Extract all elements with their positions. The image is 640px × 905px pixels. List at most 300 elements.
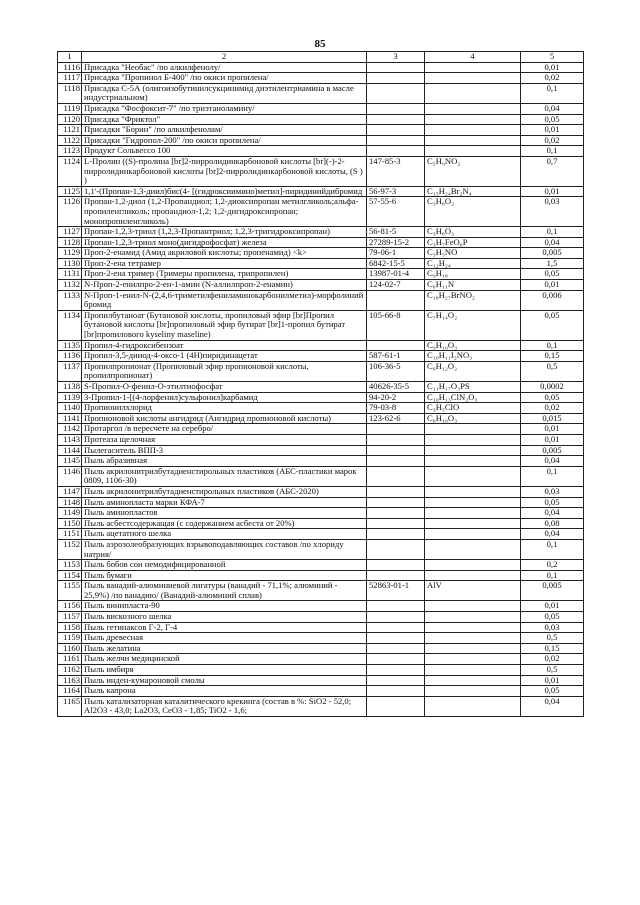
chemical-formula bbox=[425, 560, 521, 571]
limit-value: 0,01 bbox=[521, 434, 584, 445]
limit-value: 0,01 bbox=[521, 62, 584, 73]
substance-name: Пропионовой кислоты ангидрид (Ангидрид пропионовой кислоты) bbox=[82, 413, 367, 424]
limit-value: 0,1 bbox=[521, 570, 584, 581]
substance-name: Присадка "Фриктол" bbox=[82, 114, 367, 125]
table-row bbox=[58, 382, 584, 393]
chemical-formula bbox=[425, 456, 521, 467]
substance-name: Проп-2-ена тример (Тримеры пропилена, трипропилен) bbox=[82, 269, 367, 280]
table-row bbox=[58, 135, 584, 146]
row-number: 1155 bbox=[58, 581, 82, 601]
limit-value: 0,04 bbox=[521, 103, 584, 114]
cas-number: 6842-15-5 bbox=[367, 258, 425, 269]
substance-name: Проп-2-енамид (Амид акриловой кислоты; пропенамид) <k> bbox=[82, 248, 367, 259]
substance-name: L-Пролин ((S)-пролина [br]2-пирролидинкарбоновой кислоты [br](-)-2-пирролидинкарбоновой кислоты [br]2-пирролидинкарбоновой кислоты, (S ) ) bbox=[82, 156, 367, 186]
limit-value: 0,7 bbox=[521, 156, 584, 186]
cas-number: 106-36-5 bbox=[367, 361, 425, 381]
column-header-4: 4 bbox=[425, 52, 521, 63]
substance-name: Пропан-1,2,3-триол моно(дигидрофосфат) железа bbox=[82, 237, 367, 248]
limit-value: 0,01 bbox=[521, 280, 584, 291]
cas-number bbox=[367, 434, 425, 445]
row-number: 1135 bbox=[58, 340, 82, 351]
chemical-formula: C₉H₁₀O₃ bbox=[425, 340, 521, 351]
cas-number bbox=[367, 62, 425, 73]
cas-number bbox=[367, 135, 425, 146]
cas-number bbox=[367, 686, 425, 697]
chemical-formula bbox=[425, 434, 521, 445]
row-number: 1146 bbox=[58, 466, 82, 486]
substance-name: Присадка "Необас" /по алкилфенолу/ bbox=[82, 62, 367, 73]
table-row bbox=[58, 665, 584, 676]
table-row bbox=[58, 581, 584, 601]
limit-value: 0,05 bbox=[521, 269, 584, 280]
cas-number bbox=[367, 560, 425, 571]
cas-number bbox=[367, 466, 425, 486]
row-number: 1132 bbox=[58, 280, 82, 291]
cas-number bbox=[367, 290, 425, 310]
row-number: 1139 bbox=[58, 392, 82, 403]
row-number: 1143 bbox=[58, 434, 82, 445]
limit-value: 0,02 bbox=[521, 73, 584, 84]
limit-value: 0,1 bbox=[521, 146, 584, 157]
row-number: 1116 bbox=[58, 62, 82, 73]
row-number: 1140 bbox=[58, 403, 82, 414]
cas-number bbox=[367, 665, 425, 676]
chemical-formula: C₆H₁₂O₂ bbox=[425, 361, 521, 381]
cas-number: 79-03-8 bbox=[367, 403, 425, 414]
table-row bbox=[58, 125, 584, 136]
chemical-formula bbox=[425, 445, 521, 456]
table-row bbox=[58, 83, 584, 103]
row-number: 1128 bbox=[58, 237, 82, 248]
cas-number bbox=[367, 424, 425, 435]
cas-number bbox=[367, 486, 425, 497]
substance-name: Пыль капрона bbox=[82, 686, 367, 697]
chemical-formula: C₁₈H₂₇BrNO₂ bbox=[425, 290, 521, 310]
limit-value: 0,05 bbox=[521, 686, 584, 697]
substance-name: Пыль аэрозолеобразующих взрывоподавляющих составов /по хлориду натрия/ bbox=[82, 539, 367, 559]
table-row bbox=[58, 248, 584, 259]
chemical-formula: C₃H₅ClO bbox=[425, 403, 521, 414]
substance-name: Пыль катализаторная каталитического крекинга (состав в %: SiO2 - 52,0; Al2O3 - 43,0; La2O3, CeO3 - 1,85; TiO2 - 1,6; bbox=[82, 696, 367, 716]
row-number: 1127 bbox=[58, 227, 82, 238]
chemical-formula: C₆H₁₁N bbox=[425, 280, 521, 291]
row-number: 1145 bbox=[58, 456, 82, 467]
chemical-formula bbox=[425, 83, 521, 103]
row-number: 1144 bbox=[58, 445, 82, 456]
substance-name: N-Проп-1-енил-N-(2,4,6-триметилфениламинокарбонилметил)-морфолиний бромид bbox=[82, 290, 367, 310]
table-row bbox=[58, 280, 584, 291]
cas-number bbox=[367, 508, 425, 519]
limit-value: 0,1 bbox=[521, 539, 584, 559]
column-header-2: 2 bbox=[82, 52, 367, 63]
table-row bbox=[58, 486, 584, 497]
column-header-3: 3 bbox=[367, 52, 425, 63]
chemical-formula bbox=[425, 654, 521, 665]
limit-value: 0,005 bbox=[521, 445, 584, 456]
table-row bbox=[58, 62, 584, 73]
chemical-formula bbox=[425, 486, 521, 497]
chemical-formula bbox=[425, 125, 521, 136]
chemical-formula: C₉H₁₈ bbox=[425, 269, 521, 280]
table-row bbox=[58, 445, 584, 456]
table-row bbox=[58, 654, 584, 665]
chemical-formula bbox=[425, 696, 521, 716]
table-row bbox=[58, 290, 584, 310]
table-row bbox=[58, 114, 584, 125]
cas-number bbox=[367, 633, 425, 644]
cas-number bbox=[367, 83, 425, 103]
cas-number bbox=[367, 73, 425, 84]
substance-name: Пыль инден-кумароновой смолы bbox=[82, 675, 367, 686]
limit-value: 0,01 bbox=[521, 601, 584, 612]
table-row bbox=[58, 456, 584, 467]
row-number: 1156 bbox=[58, 601, 82, 612]
substance-name: Присадки "Гидропол-200" /по окиси пропилена/ bbox=[82, 135, 367, 146]
table-row bbox=[58, 508, 584, 519]
chemical-formula: AlV bbox=[425, 581, 521, 601]
cas-number: 57-55-6 bbox=[367, 197, 425, 227]
column-header-5: 5 bbox=[521, 52, 584, 63]
table-row bbox=[58, 403, 584, 414]
chemical-formula bbox=[425, 601, 521, 612]
limit-value: 0,1 bbox=[521, 227, 584, 238]
cas-number: 124-02-7 bbox=[367, 280, 425, 291]
substance-name: Продукт Сольвессо 100 bbox=[82, 146, 367, 157]
row-number: 1149 bbox=[58, 508, 82, 519]
limit-value: 0,1 bbox=[521, 340, 584, 351]
row-number: 1165 bbox=[58, 696, 82, 716]
row-number: 1164 bbox=[58, 686, 82, 697]
substance-name: Пропионилхлорид bbox=[82, 403, 367, 414]
cas-number: 13987-01-4 bbox=[367, 269, 425, 280]
cas-number bbox=[367, 675, 425, 686]
chemical-formula bbox=[425, 665, 521, 676]
substance-name: Пропил-4-гидроксибензоат bbox=[82, 340, 367, 351]
chemical-formula bbox=[425, 529, 521, 540]
table-row bbox=[58, 392, 584, 403]
cas-number bbox=[367, 445, 425, 456]
limit-value: 0,05 bbox=[521, 612, 584, 623]
table-row bbox=[58, 601, 584, 612]
row-number: 1124 bbox=[58, 156, 82, 186]
substance-name: Пыль аминопласта марки КФА-7 bbox=[82, 497, 367, 508]
limit-value: 0,0002 bbox=[521, 382, 584, 393]
row-number: 1125 bbox=[58, 186, 82, 197]
substance-name: Пропилбутаноат (Бутановой кислоты, пропиловый эфир [br]Пропил бутановой кислоты [br]пропиловый эфир бутират [br]1-пропил бутират [br]пропилового kyseliny maseline) bbox=[82, 310, 367, 340]
limit-value: 0,01 bbox=[521, 424, 584, 435]
limit-value: 0,5 bbox=[521, 361, 584, 381]
row-number: 1129 bbox=[58, 248, 82, 259]
chemical-formula: C₃H₈O₂ bbox=[425, 197, 521, 227]
chemical-formula bbox=[425, 539, 521, 559]
substance-name: Пыль вискозного шелка bbox=[82, 612, 367, 623]
limit-value: 0,015 bbox=[521, 413, 584, 424]
table-row bbox=[58, 227, 584, 238]
limit-value: 0,02 bbox=[521, 654, 584, 665]
chemical-formula: C₅H₉NO₂ bbox=[425, 156, 521, 186]
table-row bbox=[58, 643, 584, 654]
row-number: 1133 bbox=[58, 290, 82, 310]
table-row bbox=[58, 612, 584, 623]
row-number: 1123 bbox=[58, 146, 82, 157]
table-row bbox=[58, 197, 584, 227]
limit-value: 0,04 bbox=[521, 456, 584, 467]
row-number: 1154 bbox=[58, 570, 82, 581]
chemical-formula: C₁₅H₂₄Br₂N₄ bbox=[425, 186, 521, 197]
substance-name: Протаргол /в пересчете на серебро/ bbox=[82, 424, 367, 435]
substance-name: N-Проп-2-енилпро-2-ен-1-амин (N-аллилпроп-2-енамин) bbox=[82, 280, 367, 291]
limit-value: 0,01 bbox=[521, 125, 584, 136]
table-row bbox=[58, 156, 584, 186]
chemical-formula bbox=[425, 146, 521, 157]
table-row bbox=[58, 570, 584, 581]
substance-name: Пыль асбестсодержащая (с содержанием асбеста от 20%) bbox=[82, 518, 367, 529]
chemical-formula bbox=[425, 518, 521, 529]
cas-number: 587-61-1 bbox=[367, 351, 425, 362]
row-number: 1160 bbox=[58, 643, 82, 654]
cas-number: 123-62-6 bbox=[367, 413, 425, 424]
column-header-1: 1 bbox=[58, 52, 82, 63]
row-number: 1136 bbox=[58, 351, 82, 362]
cas-number: 105-66-8 bbox=[367, 310, 425, 340]
table-row bbox=[58, 622, 584, 633]
limit-value: 0,05 bbox=[521, 310, 584, 340]
chemical-formula bbox=[425, 508, 521, 519]
cas-number: 27289-15-2 bbox=[367, 237, 425, 248]
table-row bbox=[58, 633, 584, 644]
row-number: 1151 bbox=[58, 529, 82, 540]
row-number: 1153 bbox=[58, 560, 82, 571]
chemical-formula bbox=[425, 497, 521, 508]
row-number: 1126 bbox=[58, 197, 82, 227]
cas-number bbox=[367, 601, 425, 612]
table-row bbox=[58, 237, 584, 248]
substance-name: Пыль гетинаксов Г-2, Г-4 bbox=[82, 622, 367, 633]
substance-name: Присадки "Борин" /по алкилфенолам/ bbox=[82, 125, 367, 136]
substance-name: Пыль имбиря bbox=[82, 665, 367, 676]
chemical-formula bbox=[425, 424, 521, 435]
row-number: 1161 bbox=[58, 654, 82, 665]
substance-name: Пыль ацетатного шелка bbox=[82, 529, 367, 540]
substance-table bbox=[57, 51, 584, 717]
limit-value: 0,01 bbox=[521, 675, 584, 686]
row-number: 1122 bbox=[58, 135, 82, 146]
chemical-formula bbox=[425, 686, 521, 697]
limit-value: 0,005 bbox=[521, 581, 584, 601]
cas-number bbox=[367, 539, 425, 559]
chemical-formula bbox=[425, 622, 521, 633]
table-row bbox=[58, 146, 584, 157]
cas-number: 79-06-1 bbox=[367, 248, 425, 259]
table-row bbox=[58, 675, 584, 686]
substance-name: Присадка "Фосфоксит-7" /по триэтаноламину/ bbox=[82, 103, 367, 114]
substance-name: Пыль желчи медицинской bbox=[82, 654, 367, 665]
table-row bbox=[58, 686, 584, 697]
row-number: 1162 bbox=[58, 665, 82, 676]
limit-value: 0,05 bbox=[521, 497, 584, 508]
cas-number bbox=[367, 529, 425, 540]
limit-value: 0,04 bbox=[521, 508, 584, 519]
row-number: 1159 bbox=[58, 633, 82, 644]
table-row bbox=[58, 361, 584, 381]
substance-name: S-Пропил-О-фенил-О-этилтиофосфат bbox=[82, 382, 367, 393]
row-number: 1131 bbox=[58, 269, 82, 280]
limit-value: 0,02 bbox=[521, 135, 584, 146]
page-number: 85 bbox=[314, 38, 326, 50]
table-row bbox=[58, 269, 584, 280]
row-number: 1117 bbox=[58, 73, 82, 84]
cas-number: 147-85-3 bbox=[367, 156, 425, 186]
substance-name: Пылегаситель ВПП-3 bbox=[82, 445, 367, 456]
substance-name: Пыль акрилонитрилбутадиенстирольных пластиков (АБС-2020) bbox=[82, 486, 367, 497]
limit-value: 0,1 bbox=[521, 466, 584, 486]
chemical-formula: C₃H₇FeO₆P bbox=[425, 237, 521, 248]
substance-name: Протеаза щелочная bbox=[82, 434, 367, 445]
chemical-formula: C₁₁H₁₇O₃PS bbox=[425, 382, 521, 393]
table-row bbox=[58, 560, 584, 571]
row-number: 1163 bbox=[58, 675, 82, 686]
row-number: 1152 bbox=[58, 539, 82, 559]
limit-value: 0,08 bbox=[521, 518, 584, 529]
limit-value: 0,05 bbox=[521, 392, 584, 403]
limit-value: 0,04 bbox=[521, 696, 584, 716]
row-number: 1134 bbox=[58, 310, 82, 340]
cas-number: 40626-35-5 bbox=[367, 382, 425, 393]
chemical-formula: C₁₀H₁₃ClN₂O₃ bbox=[425, 392, 521, 403]
chemical-formula: C₇H₁₄O₂ bbox=[425, 310, 521, 340]
chemical-formula bbox=[425, 114, 521, 125]
substance-name: Пыль бобов сои немодифицированной bbox=[82, 560, 367, 571]
limit-value: 0,03 bbox=[521, 622, 584, 633]
substance-name: Присадка "Пропинол Б-400" /по окиси пропилена/ bbox=[82, 73, 367, 84]
substance-name: Пыль древесная bbox=[82, 633, 367, 644]
chemical-formula bbox=[425, 643, 521, 654]
substance-name: Пропил-3,5-дииод-4-оксо-1 (4Н)пиридинацетат bbox=[82, 351, 367, 362]
substance-name: Пыль абразивная bbox=[82, 456, 367, 467]
limit-value: 0,1 bbox=[521, 83, 584, 103]
chemical-formula bbox=[425, 62, 521, 73]
cas-number bbox=[367, 654, 425, 665]
cas-number bbox=[367, 114, 425, 125]
cas-number bbox=[367, 696, 425, 716]
chemical-formula: C₆H₁₀O₃ bbox=[425, 413, 521, 424]
chemical-formula: C₃H₅NO bbox=[425, 248, 521, 259]
limit-value: 0,02 bbox=[521, 403, 584, 414]
row-number: 1119 bbox=[58, 103, 82, 114]
substance-name: Присадка С-5А (олигоизобутинилсукцинимид диэтилентриамина в масле индустриальном) bbox=[82, 83, 367, 103]
substance-name: Пыль ванадий-алюминиевой лигатуры (ванадий - 71,1%; алюминий - 25,9%) /по ванадию/ (Ванадий-алюминий сплав) bbox=[82, 581, 367, 601]
row-number: 1138 bbox=[58, 382, 82, 393]
table-row bbox=[58, 186, 584, 197]
substance-name: 1,1'-(Пропан-1,3-диил)бис(4- [(гидроксиимино)метил]-пиридинийдибромид bbox=[82, 186, 367, 197]
table-row bbox=[58, 73, 584, 84]
substance-name: Пропан-1,2-диол (1,2-Пропандиол; 1,2-диоксипропан метилгликоль;альфа-пропиленгликоль; пропандиол-1,2; 1,2-дигидроксипропан; монопропиленгликоль) bbox=[82, 197, 367, 227]
limit-value: 0,05 bbox=[521, 114, 584, 125]
limit-value: 0,15 bbox=[521, 351, 584, 362]
table-row bbox=[58, 424, 584, 435]
row-number: 1147 bbox=[58, 486, 82, 497]
chemical-formula bbox=[425, 675, 521, 686]
cas-number bbox=[367, 497, 425, 508]
limit-value: 0,15 bbox=[521, 643, 584, 654]
limit-value: 1,5 bbox=[521, 258, 584, 269]
cas-number bbox=[367, 103, 425, 114]
chemical-formula bbox=[425, 612, 521, 623]
row-number: 1157 bbox=[58, 612, 82, 623]
row-number: 1150 bbox=[58, 518, 82, 529]
chemical-formula bbox=[425, 570, 521, 581]
table-row bbox=[58, 351, 584, 362]
limit-value: 0,01 bbox=[521, 186, 584, 197]
limit-value: 0,5 bbox=[521, 633, 584, 644]
row-number: 1120 bbox=[58, 114, 82, 125]
cas-number: 56-81-5 bbox=[367, 227, 425, 238]
limit-value: 0,006 bbox=[521, 290, 584, 310]
substance-name: Пропилпропионат (Пропиловый эфир пропионовой кислоты, пропилпропионат) bbox=[82, 361, 367, 381]
row-number: 1130 bbox=[58, 258, 82, 269]
limit-value: 0,5 bbox=[521, 665, 584, 676]
table-row bbox=[58, 696, 584, 716]
table-row bbox=[58, 310, 584, 340]
chemical-formula: C₁₂H₂₄ bbox=[425, 258, 521, 269]
table-row bbox=[58, 434, 584, 445]
table-row bbox=[58, 413, 584, 424]
row-number: 1141 bbox=[58, 413, 82, 424]
cas-number bbox=[367, 125, 425, 136]
limit-value: 0,03 bbox=[521, 197, 584, 227]
cas-number bbox=[367, 340, 425, 351]
chemical-formula bbox=[425, 135, 521, 146]
limit-value: 0,04 bbox=[521, 529, 584, 540]
row-number: 1148 bbox=[58, 497, 82, 508]
cas-number: 94-20-2 bbox=[367, 392, 425, 403]
cas-number bbox=[367, 612, 425, 623]
substance-name: Пыль бумаги bbox=[82, 570, 367, 581]
substance-name: Пыль желатина bbox=[82, 643, 367, 654]
cas-number bbox=[367, 146, 425, 157]
chemical-formula bbox=[425, 103, 521, 114]
cas-number bbox=[367, 643, 425, 654]
row-number: 1142 bbox=[58, 424, 82, 435]
substance-name: Пыль акрилонитрилбутадиенстирольных пластиков (АБС-пластики марок 0809, 1106-30) bbox=[82, 466, 367, 486]
table-row bbox=[58, 518, 584, 529]
table-row bbox=[58, 103, 584, 114]
cas-number bbox=[367, 456, 425, 467]
limit-value: 0,005 bbox=[521, 248, 584, 259]
substance-name: Пыль аминопластов bbox=[82, 508, 367, 519]
chemical-formula bbox=[425, 633, 521, 644]
limit-value: 0,03 bbox=[521, 486, 584, 497]
limit-value: 0,04 bbox=[521, 237, 584, 248]
table-row bbox=[58, 497, 584, 508]
table-row bbox=[58, 340, 584, 351]
substance-name: Пропан-1,2,3-триол (1,2,3-Пропантриол; 1,2,3-тригидроксипропан) bbox=[82, 227, 367, 238]
cas-number bbox=[367, 518, 425, 529]
table-row bbox=[58, 539, 584, 559]
cas-number bbox=[367, 570, 425, 581]
table-row bbox=[58, 466, 584, 486]
table-row bbox=[58, 258, 584, 269]
cas-number: 56-97-3 bbox=[367, 186, 425, 197]
row-number: 1118 bbox=[58, 83, 82, 103]
chemical-formula: C₃H₈O₃ bbox=[425, 227, 521, 238]
table-row bbox=[58, 529, 584, 540]
chemical-formula bbox=[425, 73, 521, 84]
cas-number: 52863-01-1 bbox=[367, 581, 425, 601]
substance-name: Пыль винипласта-90 bbox=[82, 601, 367, 612]
substance-name: Проп-2-ена тетрамер bbox=[82, 258, 367, 269]
chemical-formula: C₁₀H₁₁I₂NO₃ bbox=[425, 351, 521, 362]
